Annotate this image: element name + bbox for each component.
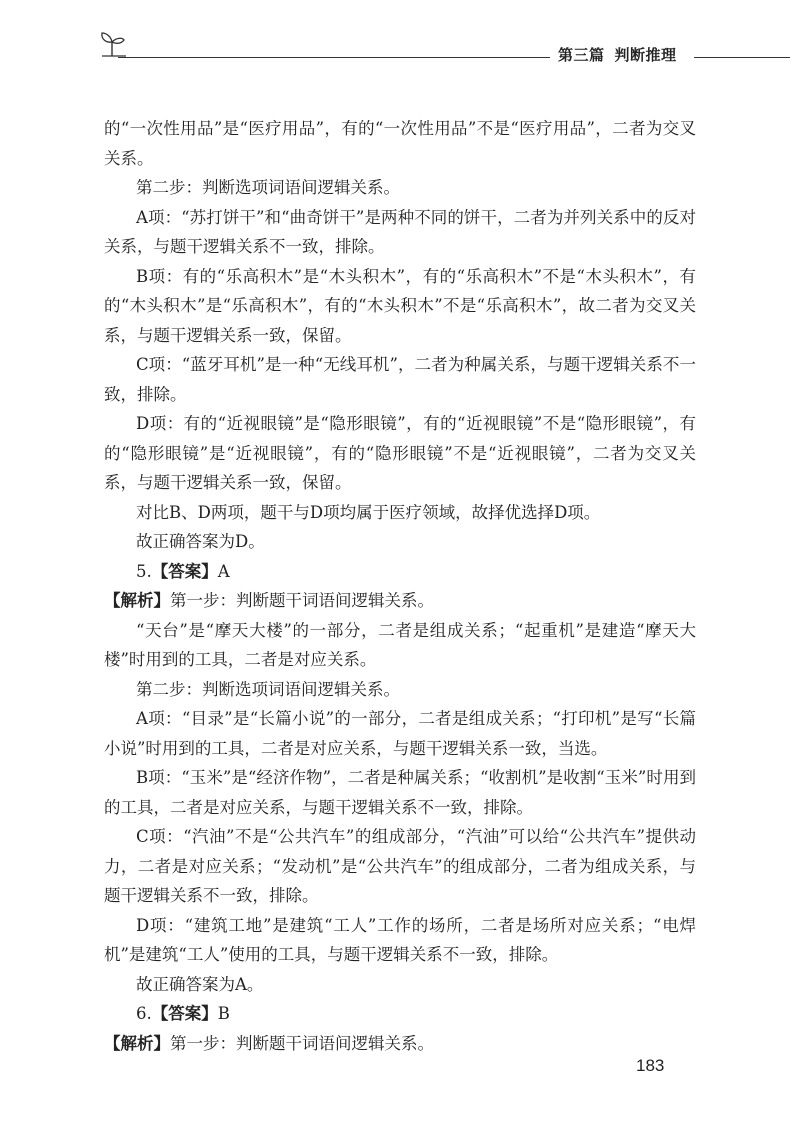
paragraph: D项：“建筑工地”是建筑“工人”工作的场所，二者是场所对应关系；“电焊机”是建筑“工人”使用的工具，与题干逻辑关系不一致，排除。 [104,915,696,964]
paragraph: 第二步：判断选项词语间逻辑关系。 [136,178,400,197]
analysis-tag: 【解析】 [104,1033,170,1053]
answer-line [104,557,696,587]
paragraph: 第二步：判断选项词语间逻辑关系。 [136,679,400,699]
analysis-text: 第一步：判断题干词语间逻辑关系。 [170,1033,434,1053]
paragraph: B项：“玉米”是“经济作物”，二者是种属关系；“收割机”是收割“玉米”时用到的工具，二者是对应关系，与题干逻辑关系不一致，排除。 [104,768,696,817]
question-number: 6. [136,1004,152,1023]
answer-tag: 【答案】 [151,1004,218,1023]
part-label: 第三篇 [558,46,605,64]
paragraph: 对比B、D两项，题干与D项均属于医疗领域，故择优选择D项。 [136,502,601,522]
paragraph: B项：有的“乐高积木”是“木头积木”，有的“乐高积木”不是“木头积木”，有的“木头积木”是“乐高积木”，有的“木头积木”不是“乐高积木”，故二者为交叉关系，与题干逻辑关系一致，保留。 [104,266,696,345]
page-number: 183 [636,1056,665,1075]
header-rule-left [118,57,550,58]
question-number: 5. [136,561,152,581]
section-title [558,44,687,65]
paragraph: “天台”是“摩天大楼”的一部分，二者是组成关系；“起重机”是建造“摩天大楼”时用到的工具，二者是对应关系。 [104,620,696,669]
answer-tag: 【答案】 [151,561,218,581]
chapter-label: 判断推理 [614,46,677,64]
analysis-line [104,586,696,616]
paragraph: 故正确答案为D。 [136,532,265,551]
answer-explanation-body [104,114,696,1058]
paragraph: C项：“汽油”不是“公共汽车”的组成部分，“汽油”可以给“公共汽车”提供动力，二者是对应关系；“发动机”是“公共汽车”的组成部分，二者为组成关系，与题干逻辑关系不一致，排除。 [104,827,696,905]
paragraph: C项：“蓝牙耳机”是一种“无线耳机”，二者为种属关系，与题干逻辑关系不一致，排除。 [104,355,696,404]
paragraph: A项：“苏打饼干”和“曲奇饼干”是两种不同的饼干，二者为并列关系中的反对关系，与题干逻辑关系不一致，排除。 [104,207,696,256]
header-rule-right [694,57,790,58]
answer-value: B [217,1004,230,1023]
paragraph: 的“一次性用品”是“医疗用品”，有的“一次性用品”不是“医疗用品”，二者为交叉关系。 [104,119,696,168]
analysis-tag: 【解析】 [104,591,170,610]
paragraph: D项：有的“近视眼镜”是“隐形眼镜”，有的“近视眼镜”不是“隐形眼镜”，有的“隐形眼镜”是“近视眼镜”，有的“隐形眼镜”不是“近视眼镜”，二者为交叉关系，与题干逻辑关系一致，保留。 [104,414,696,492]
answer-line [104,999,696,1029]
paragraph: A项：“目录”是“长篇小说”的一部分，二者是组成关系；“打印机”是写“长篇小说”时用到的工具，二者是对应关系，与题干逻辑关系一致，当选。 [104,709,696,758]
answer-value: A [217,561,230,581]
paragraph: 故正确答案为A。 [136,974,264,994]
page-header [0,0,800,80]
analysis-line [104,1029,696,1059]
analysis-text: 第一步：判断题干词语间逻辑关系。 [170,591,434,610]
sprout-icon [96,28,128,58]
